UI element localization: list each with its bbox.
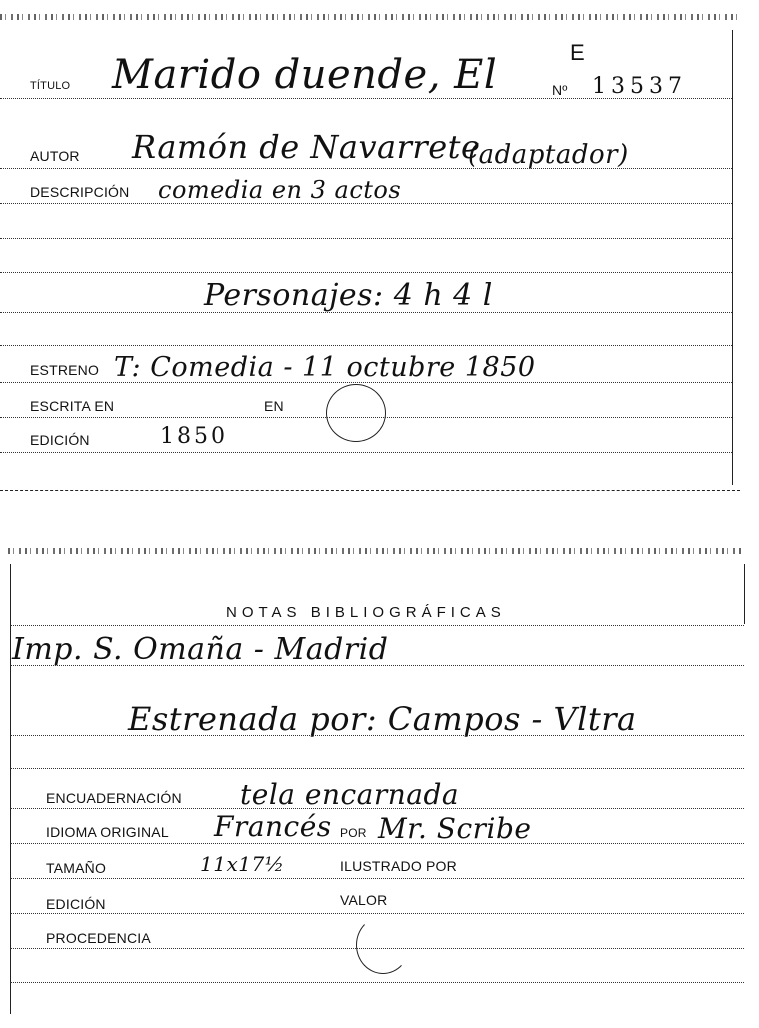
tamano-value: 11x17½ — [200, 852, 285, 876]
encuadernacion-value: tela encarnada — [240, 778, 460, 811]
card2-left-border — [10, 564, 11, 1014]
rule-descripcion — [0, 203, 732, 204]
top-edge-speckle — [0, 14, 742, 20]
encuadernacion-label: ENCUADERNACIÓN — [46, 790, 182, 806]
autor-note: (adaptador) — [468, 140, 629, 170]
edicion-label: EDICIÓN — [30, 432, 90, 448]
catalog-card-front — [0, 0, 759, 495]
autor-label: AUTOR — [30, 148, 80, 164]
rule-blank-3 — [0, 345, 732, 346]
idioma-por-value: Mr. Scribe — [378, 812, 532, 845]
rule-personajes — [0, 312, 732, 313]
idioma-value: Francés — [214, 810, 332, 843]
escrita-en-label: ESCRITA EN — [30, 398, 115, 414]
titulo-label: TÍTULO — [30, 80, 71, 92]
rule-encuadernacion — [10, 808, 744, 809]
edicion-value: 1850 — [160, 424, 228, 449]
numero-label: Nº — [552, 82, 568, 98]
rule-tamano — [10, 878, 744, 879]
note-line-1: Imp. S. Omaña - Madrid — [12, 632, 389, 667]
catalog-card-back — [0, 530, 759, 1028]
rule-edicion2 — [10, 913, 744, 914]
rule-autor — [0, 168, 732, 169]
procedencia-label: PROCEDENCIA — [46, 930, 151, 946]
estreno-label: ESTRENO — [30, 362, 100, 378]
card-bottom-border — [0, 490, 740, 491]
personajes-note: Personajes: 4 h 4 l — [204, 278, 493, 313]
edicion2-label: EDICIÓN — [46, 896, 106, 912]
notas-heading: NOTAS BIBLIOGRÁFICAS — [226, 604, 506, 621]
rule-note-1 — [10, 665, 744, 666]
autor-value: Ramón de Navarrete — [132, 128, 481, 166]
ilustrado-label: ILUSTRADO POR — [340, 858, 457, 874]
descripcion-value: comedia en 3 actos — [158, 176, 402, 204]
valor-label: VALOR — [340, 892, 388, 908]
rule-blank-5 — [10, 982, 744, 983]
numero-value: 13537 — [592, 74, 687, 99]
rule-blank-2 — [0, 272, 732, 273]
stamp-circle — [326, 384, 386, 442]
top-edge-speckle-2 — [8, 548, 744, 554]
rule-note-2 — [10, 735, 744, 736]
escrita-en-en-label: EN — [264, 398, 284, 414]
corner-mark: E — [570, 40, 586, 65]
tamano-label: TAMAÑO — [46, 860, 107, 876]
card-right-border — [732, 30, 733, 485]
rule-blank-4 — [10, 768, 744, 769]
note-line-2: Estrenada por: Campos - Vltra — [128, 700, 637, 738]
estreno-value: T: Comedia - 11 octubre 1850 — [114, 352, 536, 383]
rule-idioma — [10, 843, 744, 844]
rule-estreno — [0, 382, 732, 383]
rule-titulo — [0, 98, 732, 99]
idioma-label: IDIOMA ORIGINAL — [46, 824, 169, 840]
rule-heading — [10, 625, 744, 626]
rule-blank-1 — [0, 238, 732, 239]
card2-right-border — [744, 564, 745, 624]
idioma-por-label: POR — [340, 826, 367, 840]
titulo-value: Marido duende, El — [112, 52, 498, 98]
descripcion-label: DESCRIPCIÓN — [30, 184, 130, 200]
stamp-half-circle — [356, 916, 410, 974]
rule-edicion — [0, 452, 732, 453]
